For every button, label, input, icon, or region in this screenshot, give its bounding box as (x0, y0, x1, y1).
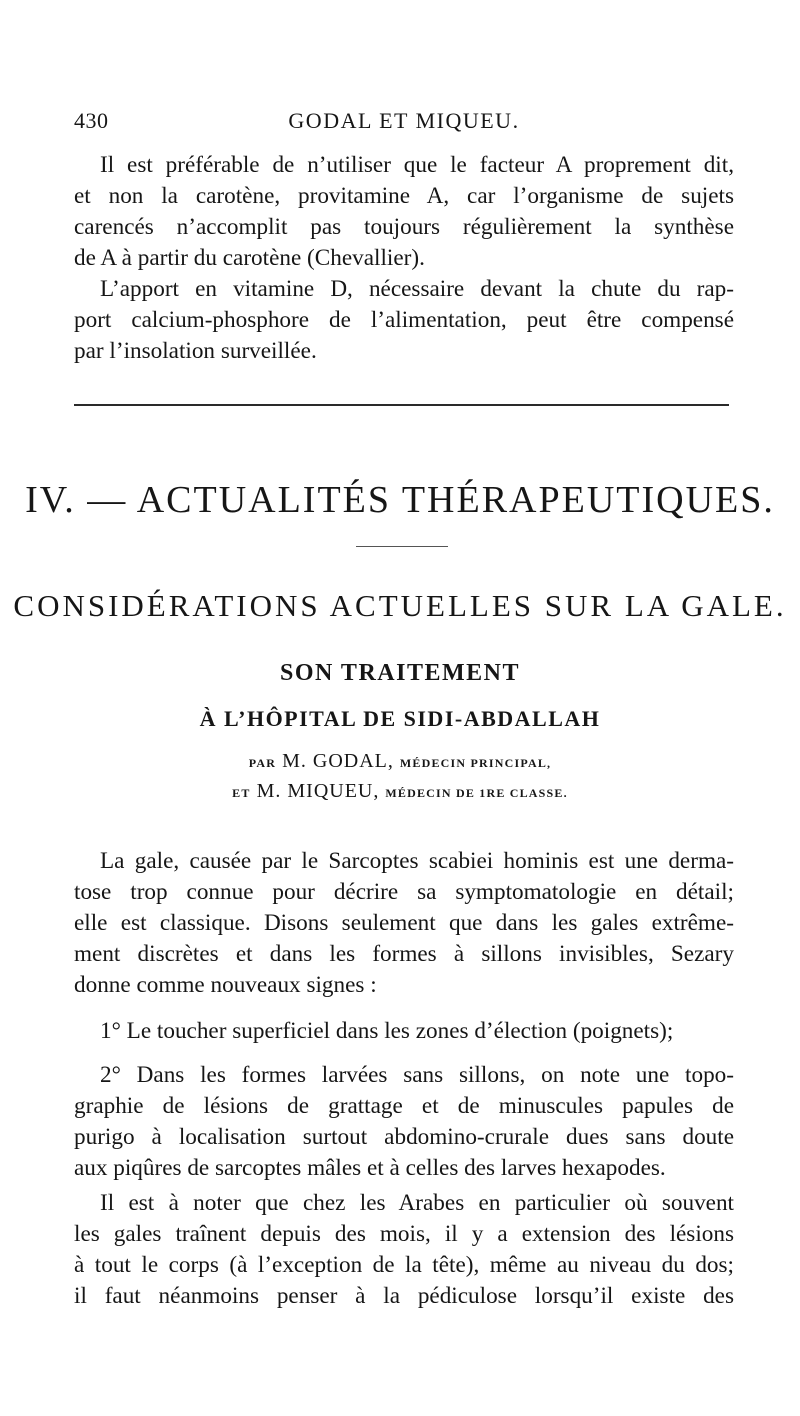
section-divider (74, 404, 729, 406)
text-line: tose trop connue pour décrire sa symptomatologie en détail; (74, 879, 734, 905)
intro-paragraph-2 (74, 274, 734, 367)
article-subtitle: SON TRAITEMENT (280, 660, 520, 686)
text-line: port calcium-phosphore de l’alimentation, peut être compensé (74, 307, 734, 333)
text-line: elle est classique. Disons seulement que dans les gales extrême- (74, 910, 734, 936)
author-byline-2 (0, 780, 800, 803)
text-line: Il est à noter que chez les Arabes en particulier où souvent (100, 1190, 734, 1216)
section-heading: IV. — ACTUALITÉS THÉRAPEUTIQUES. (25, 479, 775, 521)
text-line: carencés n’accomplit pas toujours régulièrement la synthèse (74, 214, 734, 240)
article-subtitle-location: À L’HÔPITAL DE SIDI-ABDALLAH (199, 706, 601, 731)
text-line: graphie de lésions de grattage et de minuscules papules de (74, 1093, 734, 1119)
text-line: et non la carotène, provitamine A, car l’organisme de sujets (74, 183, 734, 209)
body-paragraph-1 (74, 846, 734, 1001)
body-paragraph-2 (74, 1016, 734, 1047)
text-line: les gales traînent depuis des mois, il y a extension des lésions (74, 1221, 734, 1247)
text-line: Il est préférable de n’utiliser que le facteur A proprement dit, (100, 152, 734, 178)
running-title: GODAL ET MIQUEU. (288, 108, 520, 133)
author-byline-1 (0, 750, 800, 773)
text-line: La gale, causée par le Sarcoptes scabiei hominis est une derma- (100, 848, 734, 874)
byline-prefix: ET (232, 786, 251, 800)
intro-paragraph-1 (74, 150, 734, 274)
text-line: il faut néanmoins penser à la pédiculose lorsqu’il existe des (74, 1283, 734, 1309)
author-name: M. GODAL, (282, 750, 394, 772)
body-paragraph-4 (74, 1188, 734, 1312)
body-paragraph-3 (74, 1060, 734, 1184)
page-number: 430 (74, 108, 109, 133)
text-line: de A à partir du carotène (Chevallier). (74, 245, 425, 271)
author-role: MÉDECIN DE 1RE CLASSE. (385, 786, 568, 800)
author-name: M. MIQUEU, (256, 780, 380, 802)
running-head (74, 108, 734, 138)
text-line: ment discrètes et dans les formes à sillons invisibles, Sezary (74, 941, 734, 967)
text-line: 2° Dans les formes larvées sans sillons, on note une topo- (100, 1062, 734, 1088)
text-line: par l’insolation surveillée. (74, 338, 317, 364)
article-title: CONSIDÉRATIONS ACTUELLES SUR LA GALE. (13, 588, 787, 623)
text-line: L’apport en vitamine D, nécessaire devant la chute du rap- (100, 276, 734, 302)
author-role: MÉDECIN PRINCIPAL, (399, 756, 552, 770)
byline-prefix: PAR (248, 756, 277, 770)
text-line: donne comme nouveaux signes : (74, 972, 377, 998)
text-line: purigo à localisation surtout abdomino-crurale dues sans doute (74, 1124, 734, 1150)
heading-divider (356, 546, 448, 547)
text-line: à tout le corps (à l’exception de la tête), même au niveau du dos; (74, 1252, 734, 1278)
text-line: aux piqûres de sarcoptes mâles et à celles des larves hexapodes. (74, 1155, 666, 1181)
text-line: 1° Le toucher superficiel dans les zones d’élection (poignets); (100, 1018, 674, 1044)
